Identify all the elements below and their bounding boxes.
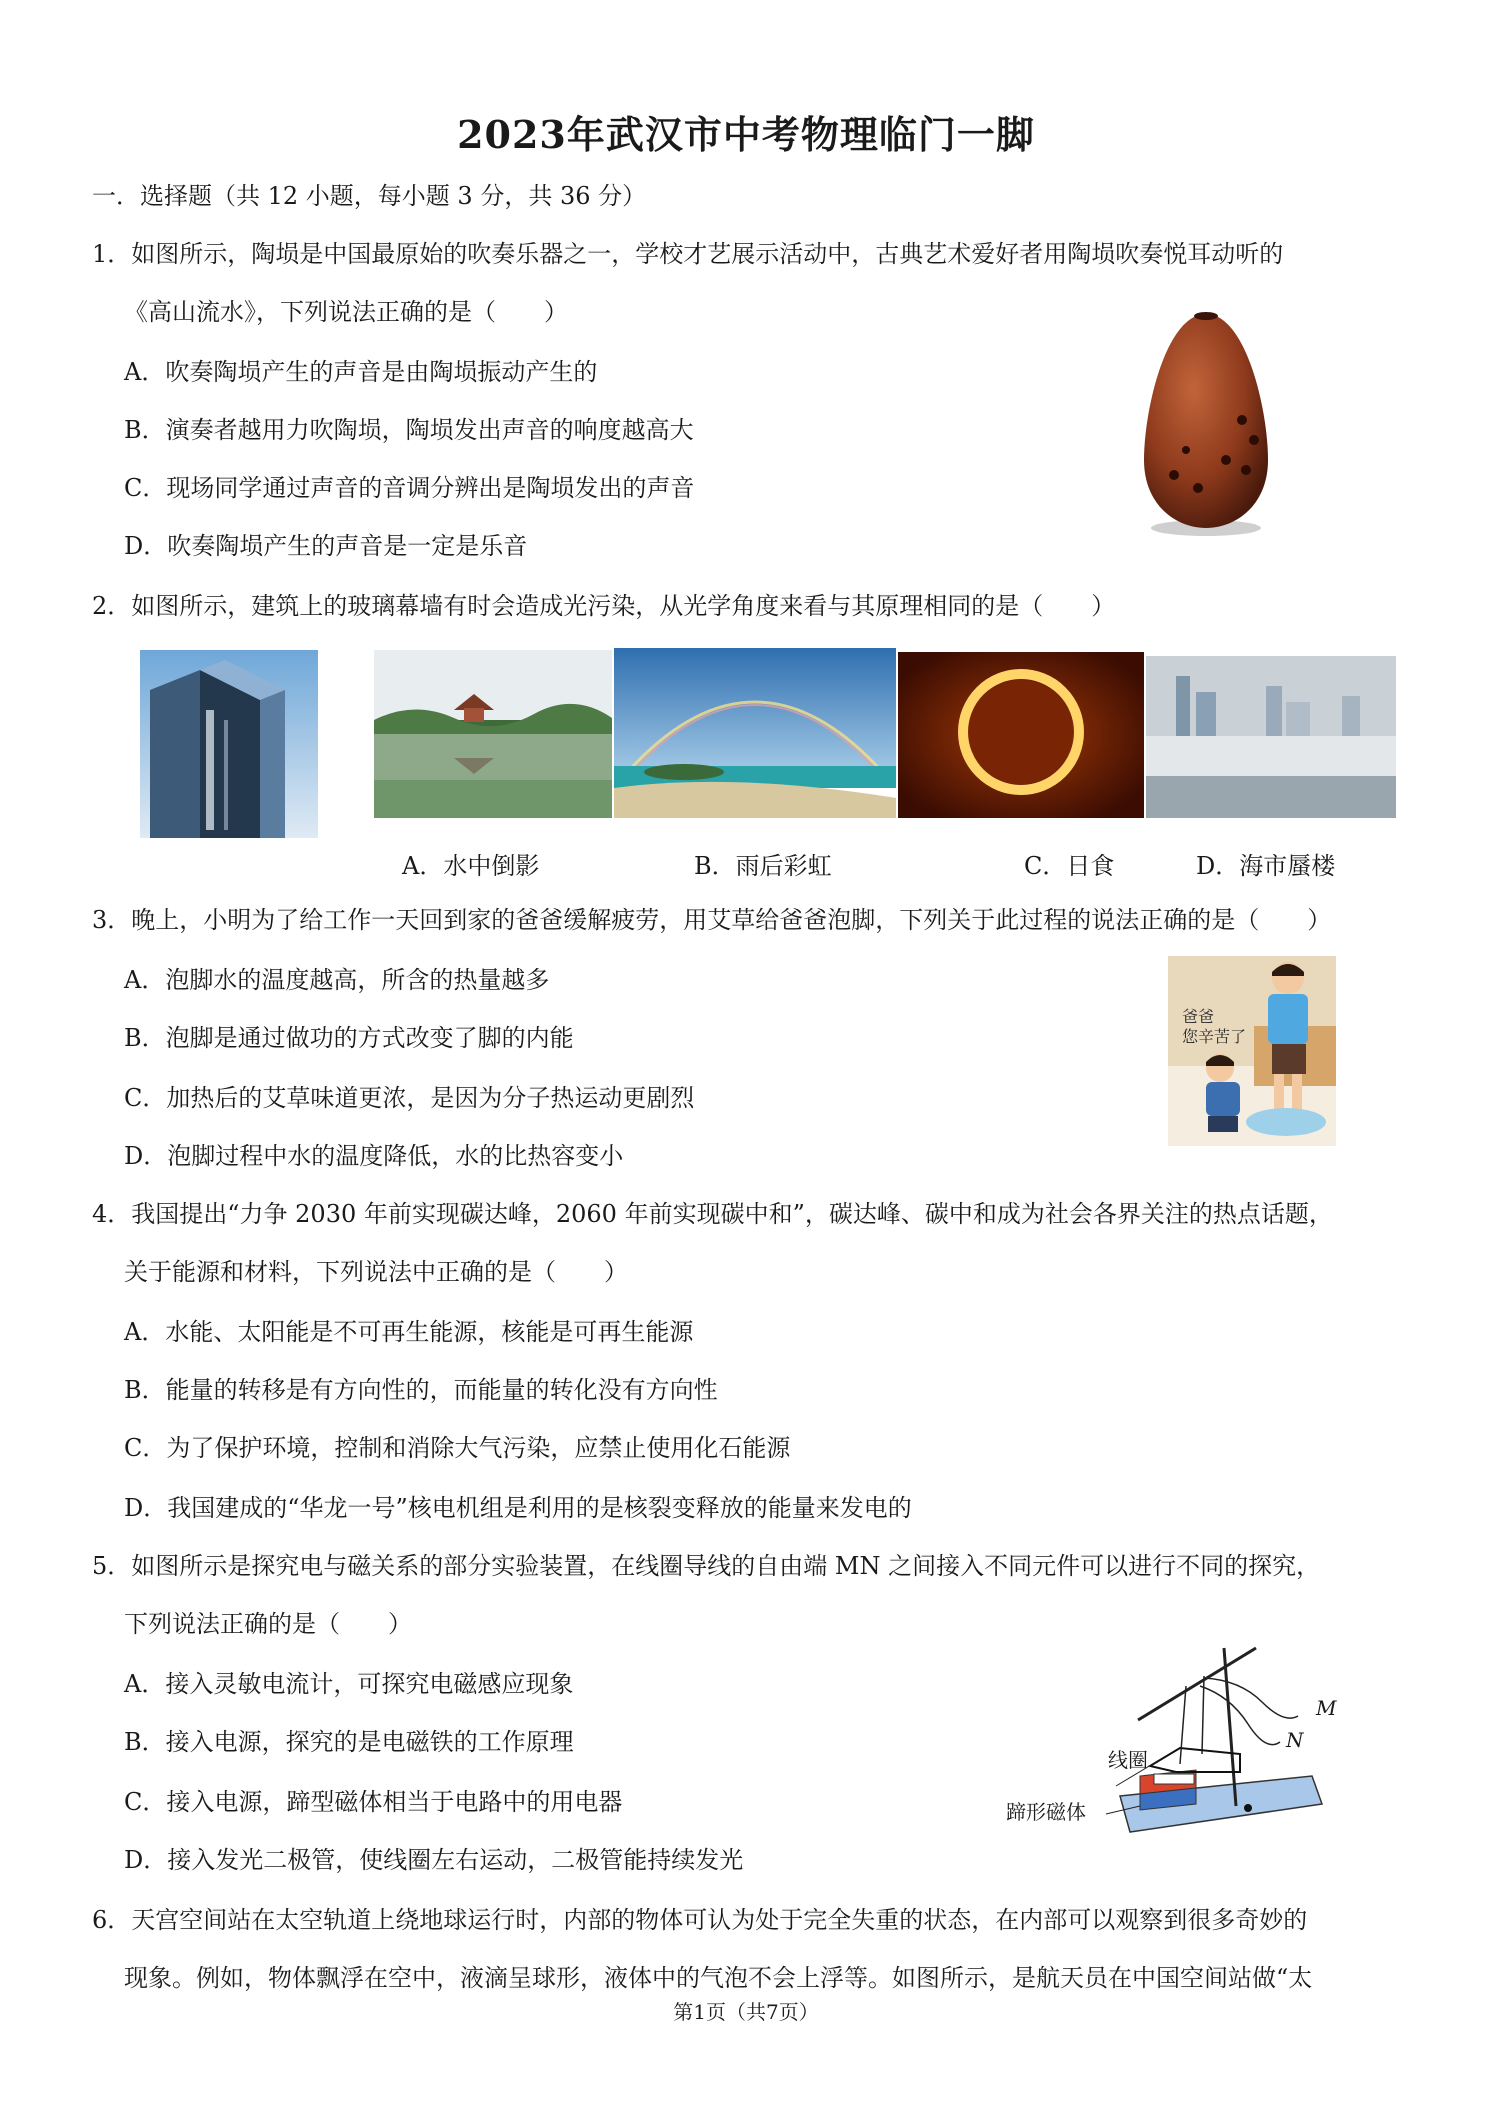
q4-option-b: B．能量的转移是有方向性的，而能量的转化没有方向性 — [124, 1376, 718, 1404]
q3-option-c: C．加热后的艾草味道更浓，是因为分子热运动更剧烈 — [124, 1084, 695, 1112]
q2-caption-b: B．雨后彩虹 — [694, 852, 832, 880]
label-n: N — [1286, 1728, 1304, 1752]
q3-option-b: B．泡脚是通过做功的方式改变了脚的内能 — [124, 1024, 574, 1052]
label-coil: 线圈 — [1108, 1748, 1148, 1772]
q1-option-d: D．吹奏陶埙产生的声音是一定是乐音 — [124, 532, 528, 560]
q6-stem-line1: 6．天宫空间站在太空轨道上绕地球运行时，内部的物体可认为处于完全失重的状态，在内部可以观察到很多奇妙的 — [92, 1906, 1308, 1934]
q2-caption-c: C．日食 — [1024, 852, 1115, 880]
pavilion-reflection-image — [374, 650, 612, 818]
label-m: M — [1316, 1696, 1337, 1720]
q4-stem-line1: 4．我国提出“力争 2030 年前实现碳达峰，2060 年前实现碳中和”，碳达峰、碳中和成为社会各界关注的热点话题， — [92, 1200, 1333, 1228]
mirage-image — [1146, 656, 1396, 818]
q5-option-a: A．接入灵敏电流计，可探究电磁感应现象 — [124, 1670, 574, 1698]
q2-caption-d: D．海市蜃楼 — [1196, 852, 1336, 880]
glass-building-image — [140, 650, 318, 838]
q5-option-c: C．接入电源，蹄型磁体相当于电路中的用电器 — [124, 1788, 623, 1816]
q3-option-a: A．泡脚水的温度越高，所含的热量越多 — [124, 966, 550, 994]
q6-stem-line2: 现象。例如，物体飘浮在空中，液滴呈球形，液体中的气泡不会上浮等。如图所示，是航天员在中国空间站做“太 — [124, 1964, 1313, 1992]
foot-bath-figure — [1168, 956, 1336, 1146]
label-magnet: 蹄形磁体 — [1006, 1800, 1086, 1824]
q5-stem-line1: 5．如图所示是探究电与磁关系的部分实验装置，在线圈导线的自由端 MN 之间接入不同元件可以进行不同的探究， — [92, 1552, 1321, 1580]
foot-bath-text-2: 您辛苦了 — [1182, 1027, 1247, 1046]
q3-stem: 3．晚上，小明为了给工作一天回到家的爸爸缓解疲劳，用艾草给爸爸泡脚，下列关于此过程的说法正确的是（ ） — [92, 906, 1332, 934]
q1-option-b: B．演奏者越用力吹陶埙，陶埙发出声音的响度越高大 — [124, 416, 694, 444]
q1-stem-line2: 《高山流水》，下列说法正确的是（ ） — [124, 298, 568, 326]
ocarina-figure — [1126, 300, 1286, 540]
q3-option-d: D．泡脚过程中水的温度降低，水的比热容变小 — [124, 1142, 624, 1170]
q1-option-c: C．现场同学通过声音的音调分辨出是陶埙发出的声音 — [124, 474, 695, 502]
foot-bath-text-1: 爸爸 — [1182, 1007, 1215, 1026]
q4-option-a: A．水能、太阳能是不可再生能源，核能是可再生能源 — [124, 1318, 694, 1346]
q2-stem: 2．如图所示，建筑上的玻璃幕墙有时会造成光污染，从光学角度来看与其原理相同的是（ ） — [92, 592, 1116, 620]
q4-option-d: D．我国建成的“华龙一号”核电机组是利用的是核裂变释放的能量来发电的 — [124, 1494, 912, 1522]
page-footer: 第1页（共7页） — [673, 2000, 819, 2024]
q4-stem-line2: 关于能源和材料，下列说法中正确的是（ ） — [124, 1258, 628, 1286]
q5-stem-line2: 下列说法正确的是（ ） — [124, 1610, 412, 1638]
page-title: 2023年武汉市中考物理临门一脚 — [457, 112, 1035, 157]
q4-option-c: C．为了保护环境，控制和消除大气污染，应禁止使用化石能源 — [124, 1434, 791, 1462]
q1-stem-line1: 1．如图所示，陶埙是中国最原始的吹奏乐器之一，学校才艺展示活动中，古典艺术爱好者用陶埙吹奏悦耳动听的 — [92, 240, 1284, 268]
rainbow-image — [614, 648, 896, 818]
q5-option-b: B．接入电源，探究的是电磁铁的工作原理 — [124, 1728, 574, 1756]
q2-caption-a: A．水中倒影 — [402, 852, 540, 880]
section-heading: 一．选择题（共 12 小题，每小题 3 分，共 36 分） — [92, 182, 647, 210]
q5-option-d: D．接入发光二极管，使线圈左右运动，二极管能持续发光 — [124, 1846, 744, 1874]
q1-option-a: A．吹奏陶埙产生的声音是由陶埙振动产生的 — [124, 358, 598, 386]
solar-eclipse-image — [898, 652, 1144, 818]
